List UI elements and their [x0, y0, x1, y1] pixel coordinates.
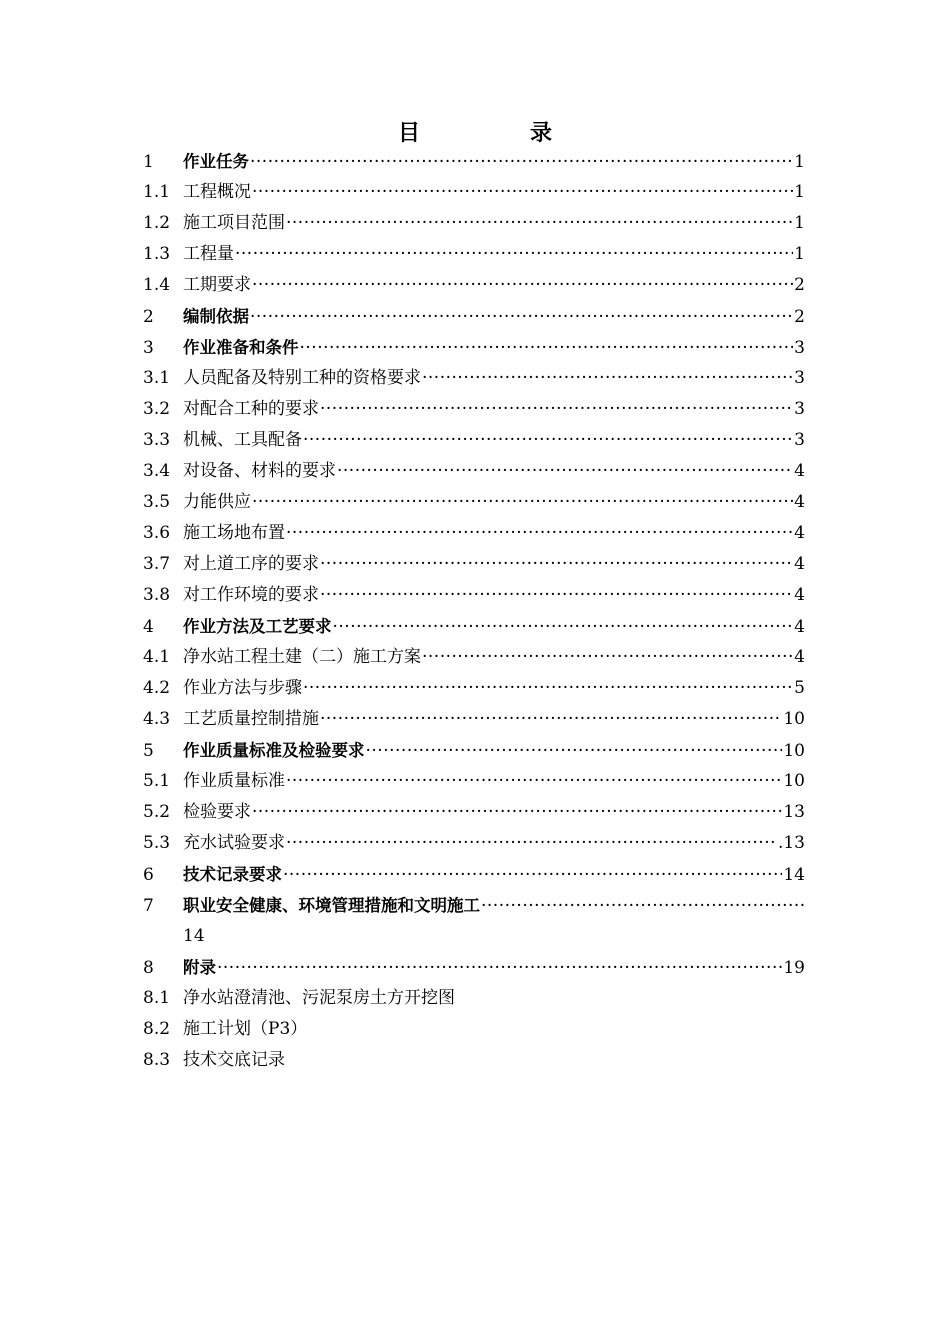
toc-entry [143, 208, 805, 239]
toc-entry-label: 技术交底记录 [183, 1050, 285, 1070]
toc-leader-dots [252, 797, 782, 828]
toc-entry [143, 146, 805, 177]
toc-entry-number: 5.1 [143, 771, 171, 791]
toc-entry-label: 作业准备和条件 [183, 338, 299, 357]
toc-leader-dots [333, 612, 794, 643]
toc-entry-page: 1 [794, 244, 805, 264]
toc-entry [143, 673, 805, 704]
toc-leader-dots [303, 673, 793, 704]
toc-entry-label: 充水试验要求 [183, 833, 285, 853]
toc-entry-label: 作业方法与步骤 [183, 678, 302, 698]
toc-leader-dots [286, 828, 777, 859]
toc-leader-dots [303, 425, 793, 456]
toc-leader-dots [286, 208, 793, 239]
toc-entry-page: 10 [783, 741, 805, 761]
toc-entry-label: 14 [183, 926, 205, 946]
toc-entry [143, 704, 805, 735]
toc-entry-page: 10 [783, 709, 805, 729]
toc-leader-dots [320, 549, 793, 580]
toc-entry-number: 1 [143, 152, 154, 172]
toc-entry [143, 487, 805, 518]
toc-leader-dots [252, 487, 793, 518]
toc-leader-dots [217, 953, 782, 984]
toc-leader-dots [422, 642, 793, 673]
toc-entry-label: 作业任务 [183, 152, 249, 171]
toc-entry [143, 1045, 805, 1076]
toc-leader-dots [422, 363, 793, 394]
toc-entry-page: 1 [794, 213, 805, 233]
toc-leader-dots [252, 270, 793, 301]
toc-entry-label: 对配合工种的要求 [183, 399, 319, 419]
toc-entry [143, 177, 805, 208]
toc-entry-page: 2 [794, 275, 805, 295]
toc-entry-label: 对工作环境的要求 [183, 585, 319, 605]
toc-entry-page: 4 [794, 492, 805, 512]
toc-entry [143, 921, 805, 952]
toc-entry-number: 1.4 [143, 275, 171, 295]
toc-leader-dots [235, 239, 793, 270]
toc-entry-page: 19 [783, 958, 805, 978]
toc-entry-label: 附录 [183, 958, 216, 977]
toc-entry-number: 1.2 [143, 213, 171, 233]
toc-entry [143, 549, 805, 580]
toc-entry-label: 力能供应 [183, 492, 251, 512]
toc-entry-number: 4.1 [143, 647, 171, 667]
toc-entry-label: 技术记录要求 [183, 865, 282, 884]
toc-entry-page: 4 [794, 647, 805, 667]
toc-entry-label: 编制依据 [183, 307, 249, 326]
toc-entry [143, 890, 805, 921]
table-of-contents [143, 146, 805, 1076]
toc-entry [143, 301, 805, 332]
toc-entry-page: 5 [794, 678, 805, 698]
toc-entry [143, 611, 805, 642]
toc-entry [143, 1014, 805, 1045]
toc-entry-number: 1.3 [143, 244, 171, 264]
toc-leader-dots [286, 766, 782, 797]
toc-entry-page: 13 [783, 802, 805, 822]
toc-entry-number: 3.5 [143, 492, 171, 512]
toc-entry-page: 3 [794, 399, 805, 419]
toc-entry-page: 1 [794, 182, 805, 202]
toc-entry-label: 工程概况 [183, 182, 251, 202]
toc-entry-page: 2 [794, 307, 805, 327]
toc-entry-label: 机械、工具配备 [183, 430, 302, 450]
toc-leader-dots [337, 456, 793, 487]
toc-leader-dots [300, 333, 794, 364]
toc-entry [143, 580, 805, 611]
toc-entry [143, 766, 805, 797]
toc-entry-label: 人员配备及特别工种的资格要求 [183, 368, 421, 388]
toc-leader-dots [283, 860, 782, 891]
toc-entry-number: 3.8 [143, 585, 171, 605]
toc-entry-number: 5.3 [143, 833, 171, 853]
toc-entry-page: 4 [794, 461, 805, 481]
toc-entry-number: 8.2 [143, 1019, 171, 1039]
toc-entry-number: 3.3 [143, 430, 171, 450]
toc-entry-label: 作业质量标准及检验要求 [183, 741, 365, 760]
toc-leader-dots [286, 518, 793, 549]
toc-entry-label: 净水站工程土建（二）施工方案 [183, 647, 421, 667]
toc-leader-dots [252, 177, 793, 208]
toc-entry-number: 8.1 [143, 988, 171, 1008]
toc-entry [143, 363, 805, 394]
toc-entry-number: 3 [143, 338, 154, 358]
toc-leader-dots [320, 580, 793, 611]
toc-entry-number: 4 [143, 617, 154, 637]
toc-entry [143, 952, 805, 983]
toc-leader-dots [250, 302, 793, 333]
toc-entry-label: 施工场地布置 [183, 523, 285, 543]
toc-entry-number: 8 [143, 958, 154, 978]
toc-leader-dots [250, 147, 793, 178]
toc-entry [143, 456, 805, 487]
toc-entry-page: 3 [794, 368, 805, 388]
toc-entry-number: 4.2 [143, 678, 171, 698]
toc-entry-page: 4 [794, 617, 805, 637]
toc-entry [143, 425, 805, 456]
toc-entry [143, 270, 805, 301]
toc-entry [143, 828, 805, 859]
toc-entry [143, 239, 805, 270]
toc-entry-number: 2 [143, 307, 154, 327]
toc-entry-label: 作业质量标准 [183, 771, 285, 791]
toc-entry-page: 3 [794, 338, 805, 358]
toc-entry-number: 3.7 [143, 554, 171, 574]
toc-entry-label: 职业安全健康、环境管理措施和文明施工 [183, 896, 480, 915]
toc-entry-label: 检验要求 [183, 802, 251, 822]
document-title: 目 录 [397, 121, 596, 146]
toc-entry [143, 394, 805, 425]
toc-entry-page: 4 [794, 523, 805, 543]
toc-entry [143, 735, 805, 766]
toc-entry-label: 工程量 [183, 244, 234, 264]
toc-entry-page: 10 [783, 771, 805, 791]
toc-leader-dots [320, 704, 782, 735]
toc-leader-dots [481, 891, 804, 922]
toc-entry-number: 3.6 [143, 523, 171, 543]
toc-entry [143, 859, 805, 890]
toc-entry-label: 施工项目范围 [183, 213, 285, 233]
toc-entry-number: 6 [143, 865, 154, 885]
toc-entry-number: 8.3 [143, 1050, 171, 1070]
toc-entry-number: 3.4 [143, 461, 171, 481]
toc-entry-number: 5 [143, 741, 154, 761]
toc-entry-label: 工艺质量控制措施 [183, 709, 319, 729]
toc-entry-page: 4 [794, 585, 805, 605]
toc-entry-number: 3.1 [143, 368, 171, 388]
toc-entry-label: 对上道工序的要求 [183, 554, 319, 574]
toc-entry-number: 5.2 [143, 802, 171, 822]
toc-entry-number: 4.3 [143, 709, 171, 729]
toc-leader-dots [320, 394, 793, 425]
toc-entry-number: 1.1 [143, 182, 171, 202]
toc-entry-page: 4 [794, 554, 805, 574]
toc-entry [143, 797, 805, 828]
toc-entry-label: 工期要求 [183, 275, 251, 295]
toc-entry-label: 净水站澄清池、污泥泵房土方开挖图 [183, 988, 455, 1008]
toc-entry-label: 对设备、材料的要求 [183, 461, 336, 481]
toc-entry-page: 14 [783, 865, 805, 885]
toc-entry-number: 3.2 [143, 399, 171, 419]
toc-entry [143, 332, 805, 363]
toc-entry-label: 作业方法及工艺要求 [183, 617, 332, 636]
toc-entry [143, 642, 805, 673]
toc-leader-dots [366, 736, 783, 767]
toc-entry [143, 518, 805, 549]
toc-entry-page: .13 [777, 833, 805, 853]
toc-entry-label: 施工计划（P3） [183, 1019, 308, 1039]
toc-entry-page: 3 [794, 430, 805, 450]
toc-entry-page: 1 [794, 152, 805, 172]
toc-entry [143, 983, 805, 1014]
toc-entry-number: 7 [143, 896, 154, 916]
